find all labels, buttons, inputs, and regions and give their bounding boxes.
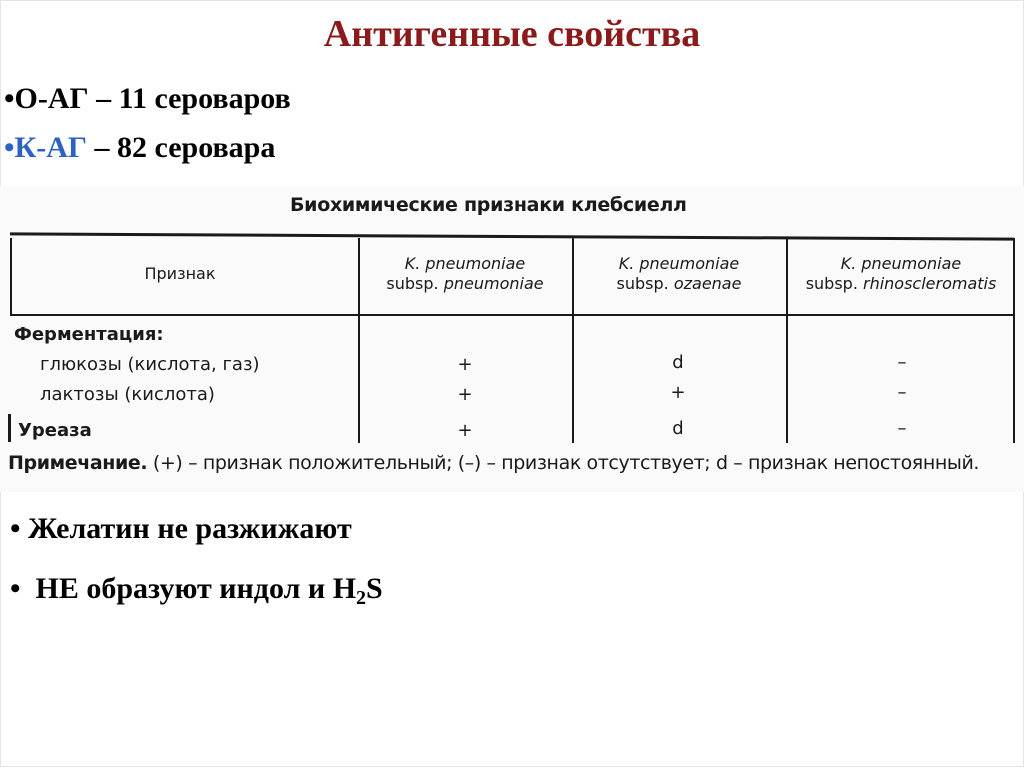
bullet-indole bbox=[10, 572, 383, 610]
table-note bbox=[8, 452, 979, 474]
cell-value: + bbox=[457, 354, 473, 375]
group-label: Ферментация: bbox=[14, 324, 164, 345]
bullet-mark: • bbox=[10, 572, 21, 605]
bullet-label: О-АГ bbox=[14, 82, 89, 115]
cell-value: + bbox=[670, 382, 686, 403]
row-label: Уреаза bbox=[18, 420, 92, 441]
header-col2-line2-prefix: subsp. bbox=[616, 274, 674, 293]
header-col2-line1: K. pneumoniae bbox=[618, 254, 740, 273]
note-bold: Примечание. bbox=[8, 452, 148, 474]
bullet-k-antigen bbox=[4, 131, 275, 165]
header-col3-line2-prefix: subsp. bbox=[805, 274, 863, 293]
header-col2-line2: ozaenae bbox=[673, 274, 742, 293]
table-top-rule bbox=[10, 232, 1014, 240]
table-header-rule bbox=[10, 314, 1014, 316]
cell-value: – bbox=[897, 418, 907, 439]
bullet-mark: • bbox=[10, 512, 21, 545]
header-col1 bbox=[362, 254, 568, 294]
cell-value: d bbox=[672, 352, 684, 373]
bullet-mark: • bbox=[4, 131, 15, 164]
bullet-o-antigen bbox=[4, 82, 291, 116]
bullet-label: К-АГ bbox=[14, 131, 88, 164]
header-col3 bbox=[790, 254, 1012, 294]
table-title: Биохимические признаки клебсиелл bbox=[290, 194, 687, 216]
header-col1-line2: pneumoniae bbox=[443, 274, 544, 293]
bullet-rest: – 82 серовара bbox=[87, 131, 276, 164]
header-col3-line1: K. pneumoniae bbox=[840, 254, 962, 273]
header-col1-line2-prefix: subsp. bbox=[386, 274, 444, 293]
table-col-divider bbox=[572, 238, 574, 443]
table-left-edge bbox=[10, 238, 12, 314]
bullet-text: Желатин не разжижают bbox=[28, 512, 352, 545]
bullet-rest: – 11 сероваров bbox=[88, 82, 291, 115]
bullet-subscript: 2 bbox=[356, 587, 367, 609]
bullet-text-after: S bbox=[366, 572, 383, 605]
scanned-table bbox=[0, 186, 1024, 492]
bullet-text-before: НЕ образуют индол и H bbox=[35, 572, 357, 605]
cell-value: d bbox=[672, 418, 684, 439]
note-text: (+) – признак положительный; (–) – признак отсутствует; d – признак непостоянный. bbox=[147, 452, 980, 474]
table-col-divider bbox=[786, 238, 788, 443]
bullet-mark: • bbox=[4, 82, 15, 115]
cell-value: – bbox=[897, 352, 907, 373]
header-col1-line1: K. pneumoniae bbox=[404, 254, 526, 273]
bullet-gelatin bbox=[10, 512, 352, 546]
cell-value: – bbox=[897, 382, 907, 403]
cell-value: + bbox=[457, 384, 473, 405]
cell-value: + bbox=[457, 420, 473, 441]
slide-title: Антигенные свойства bbox=[323, 13, 701, 55]
header-feature: Признак bbox=[144, 264, 216, 283]
row-label: лактозы (кислота) bbox=[40, 384, 215, 405]
table-col-divider bbox=[358, 238, 360, 443]
row-label: глюкозы (кислота, газ) bbox=[40, 354, 260, 375]
table-col-divider bbox=[1013, 238, 1015, 443]
header-col3-line2: rhinoscleromatis bbox=[862, 274, 997, 293]
header-col2 bbox=[576, 254, 782, 294]
table-left-edge-bottom bbox=[8, 414, 11, 442]
